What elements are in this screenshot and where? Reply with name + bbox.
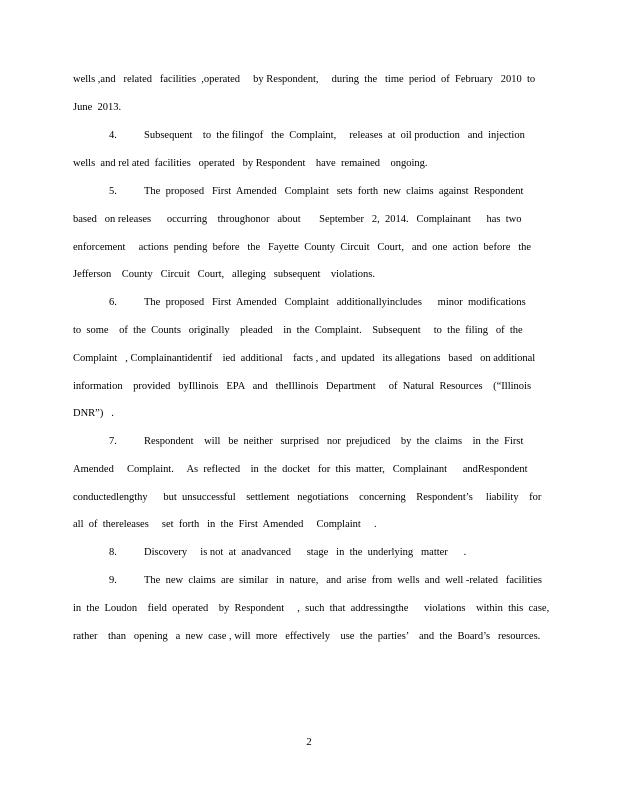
line-text: conductedlengthy but unsuccessful settlement negotiations concerning Respondent’s liability for (73, 492, 542, 503)
text-line (73, 380, 542, 394)
line-text: June 2013. (73, 102, 122, 113)
line-text: to some of the Counts originally pleaded in the Complaint. Subsequent to the filing of the (73, 325, 523, 336)
paragraph-number: 9. (109, 575, 117, 586)
text-line (73, 463, 542, 477)
text-line (73, 630, 542, 644)
line-text: wells ,and related facilities ,operated by Respondent, during the time period of February 2010 to (73, 74, 536, 85)
text-line (73, 324, 542, 338)
line-text: enforcement actions pending before the Fayette County Circuit Court, and one action before the (73, 242, 532, 253)
paragraph-9-first-line (73, 574, 542, 588)
paragraph-5-first-line (73, 185, 542, 199)
text-line (73, 518, 542, 532)
line-text: in the Loudon field operated by Respondent , such that addressingthe violations within this case, (73, 603, 550, 614)
paragraph-number: 4. (109, 130, 117, 141)
line-text: The proposed First Amended Complaint sets forth new claims against Respondent (144, 186, 524, 197)
paragraph-4-first-line (73, 129, 542, 143)
line-text: information provided byIllinois EPA and theIllinois Department of Natural Resources (“Illinois (73, 381, 532, 392)
text-line (73, 157, 542, 171)
line-text: based on releases occurring throughonor about September 2, 2014. Complainant has two (73, 214, 522, 225)
paragraph-8-first-line (73, 546, 542, 560)
line-text: Jefferson County Circuit Court, alleging subsequent violations. (73, 269, 375, 280)
line-text: Complaint , Complainantidentif ied additional facts , and updated its allegations based on additional (73, 353, 536, 364)
paragraph-number: 8. (109, 547, 117, 558)
paragraph-number: 5. (109, 186, 117, 197)
line-text: The new claims are similar in nature, and arise from wells and well -related facilities (144, 575, 542, 586)
line-text: rather than opening a new case , will more effectively use the parties’ and the Board’s resources. (73, 631, 541, 642)
text-line (73, 602, 550, 616)
line-text: all of thereleases set forth in the First Amended Complaint . (73, 519, 377, 530)
text-line (73, 213, 542, 227)
text-line (73, 491, 542, 505)
paragraph-7-first-line (73, 435, 542, 449)
line-text: DNR”) . (73, 408, 114, 419)
line-text: Discovery is not at anadvanced stage in the underlying matter . (144, 547, 467, 558)
line-text: Subsequent to the filingof the Complaint, releases at oil production and injection (144, 130, 525, 141)
text-line (73, 268, 542, 282)
line-text: Amended Complaint. As reflected in the docket for this matter, Complainant andRespondent (73, 464, 528, 475)
line-text: wells and rel ated facilities operated by Respondent have remained ongoing. (73, 158, 428, 169)
paragraph-number: 7. (109, 436, 117, 447)
paragraph-6-first-line (73, 296, 542, 310)
text-line (73, 241, 542, 255)
page-number: 2 (306, 736, 312, 748)
text-line (73, 101, 542, 115)
text-line (73, 352, 542, 366)
text-line (73, 73, 542, 87)
line-text: Respondent will be neither surprised nor prejudiced by the claims in the First (144, 436, 524, 447)
paragraph-number: 6. (109, 297, 117, 308)
line-text: The proposed First Amended Complaint additionallyincludes minor modifications (144, 297, 526, 308)
text-line (73, 407, 542, 421)
